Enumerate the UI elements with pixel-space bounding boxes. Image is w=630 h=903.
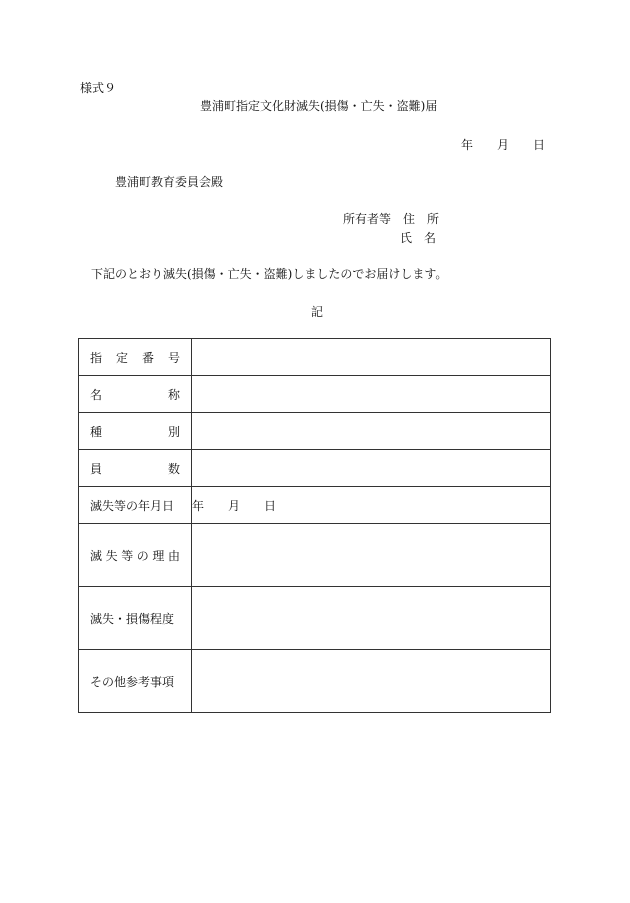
date-day: 日 — [533, 138, 546, 152]
submission-date — [461, 139, 545, 151]
label-char: 理 — [152, 548, 165, 563]
label-char: 番 — [141, 350, 154, 365]
label-char: 定 — [115, 350, 128, 365]
detail-table — [78, 338, 551, 713]
value-cell[interactable] — [192, 650, 551, 713]
owner-address-label: 所有者等 住 所 — [343, 212, 440, 226]
table-row — [79, 339, 551, 376]
table-row — [79, 450, 551, 487]
label-char: 名 — [90, 387, 103, 402]
owner-name-label: 氏 名 — [400, 231, 437, 245]
label-char: 数 — [167, 461, 180, 476]
value-cell[interactable] — [192, 413, 551, 450]
row-label-type — [79, 413, 192, 450]
label-char: 員 — [90, 461, 103, 476]
table-row — [79, 524, 551, 587]
loss-date-year: 年 — [192, 498, 205, 513]
row-label-loss-date: 滅失等の年月日 — [79, 487, 192, 524]
statement: 下記のとおり滅失(損傷・亡失・盗難)しましたのでお届けします。 — [91, 267, 448, 281]
label-char: 別 — [167, 424, 180, 439]
loss-date-month: 月 — [228, 498, 241, 513]
value-cell[interactable] — [192, 524, 551, 587]
value-cell[interactable] — [192, 339, 551, 376]
label-char: 称 — [167, 387, 180, 402]
label-char: 号 — [167, 350, 180, 365]
row-label-designation-number — [79, 339, 192, 376]
ki-marker: 記 — [311, 305, 324, 319]
row-label-name — [79, 376, 192, 413]
label-char: 種 — [90, 424, 103, 439]
value-cell[interactable] — [192, 450, 551, 487]
label-char: 滅 — [90, 548, 103, 563]
label-char: 失 — [105, 548, 118, 563]
table-row — [79, 587, 551, 650]
label-char: 由 — [167, 548, 180, 563]
table-row — [79, 650, 551, 713]
row-label-count — [79, 450, 192, 487]
loss-date-value[interactable] — [192, 487, 551, 524]
row-label-other-notes: その他参考事項 — [79, 650, 192, 713]
recipient: 豊浦町教育委員会殿 — [115, 175, 224, 189]
row-label-loss-reason — [79, 524, 192, 587]
date-year: 年 — [461, 138, 474, 152]
label-char: 等 — [121, 548, 134, 563]
label-char: 指 — [90, 350, 103, 365]
date-month: 月 — [497, 138, 510, 152]
document-title: 豊浦町指定文化財滅失(損傷・亡失・盗難)届 — [200, 99, 438, 113]
value-cell[interactable] — [192, 587, 551, 650]
row-label-damage-extent: 滅失・損傷程度 — [79, 587, 192, 650]
value-cell[interactable] — [192, 376, 551, 413]
table-row — [79, 413, 551, 450]
label-char: の — [136, 548, 149, 563]
table-row — [79, 487, 551, 524]
loss-date-day: 日 — [264, 498, 277, 513]
table-row — [79, 376, 551, 413]
form-code: 様式９ — [80, 81, 117, 95]
